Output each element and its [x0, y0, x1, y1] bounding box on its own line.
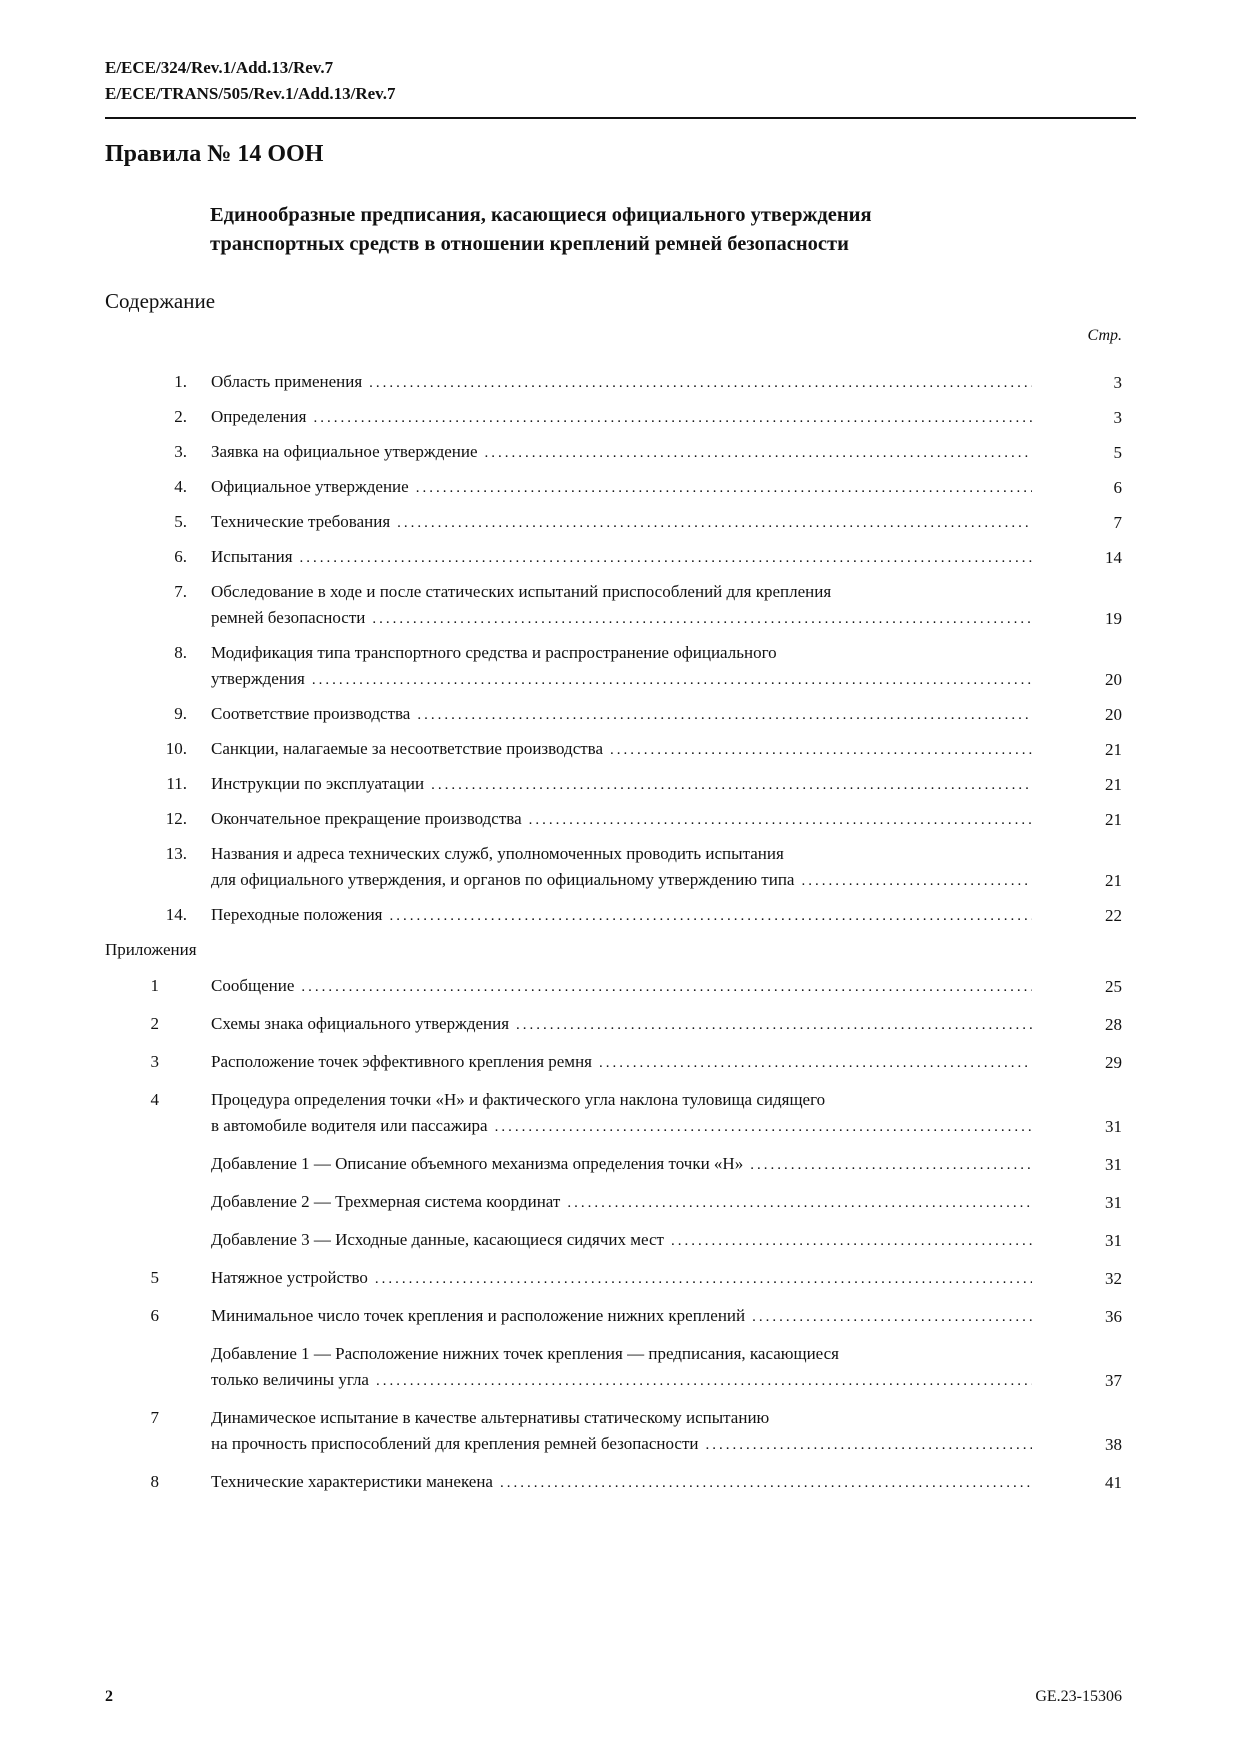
- footer-page-number: 2: [105, 1688, 113, 1705]
- dot-leader: [752, 1303, 1032, 1330]
- toc-entry-annex-4: [105, 1087, 1136, 1140]
- toc-entry-page: 22: [1105, 906, 1122, 925]
- toc-entry-number: 10.: [165, 739, 187, 758]
- annexes-heading: Приложения: [105, 940, 197, 959]
- dot-leader: [390, 902, 1033, 929]
- dot-leader: [495, 1113, 1032, 1140]
- toc-entry-annex-4-appendix-3: [105, 1227, 1136, 1254]
- toc-entry-page: 21: [1105, 740, 1122, 759]
- dot-leader: [610, 736, 1032, 763]
- footer-doc-code: GE.23-15306: [1035, 1688, 1122, 1705]
- toc-entry-title: Минимальное число точек крепления и расположение нижних креплений: [211, 1306, 746, 1325]
- toc-entry-annex-4-appendix-1: [105, 1151, 1136, 1178]
- toc-entry-page: 41: [1105, 1473, 1122, 1492]
- dot-leader: [300, 544, 1032, 571]
- toc-entry-page: 31: [1105, 1193, 1122, 1212]
- toc-entry-title-line-2: только величины угла: [211, 1370, 369, 1389]
- toc-entry-annex-6: [105, 1303, 1136, 1330]
- toc-entry-section-7: [105, 579, 1136, 632]
- toc-entry-number: 7: [150, 1408, 159, 1427]
- toc-entry-page: 31: [1105, 1231, 1122, 1250]
- toc-entry-title: Натяжное устройство: [211, 1268, 368, 1287]
- toc-entry-title: Технические характеристики манекена: [211, 1472, 493, 1491]
- toc-entry-number: 6: [150, 1306, 159, 1325]
- toc-entry-page: 28: [1105, 1015, 1122, 1034]
- toc-entry-number: 1: [150, 976, 159, 995]
- toc-entry-number: 6.: [174, 547, 187, 566]
- toc-entry-title: Заявка на официальное утверждение: [211, 442, 478, 461]
- toc-entry-number: 9.: [174, 704, 187, 723]
- toc-entry-page: 25: [1105, 977, 1122, 996]
- dot-leader: [705, 1431, 1032, 1458]
- toc-entry-section-12: [105, 806, 1136, 833]
- toc-entry-number: 7.: [174, 582, 187, 601]
- toc-entry-section-11: [105, 771, 1136, 798]
- toc-entry-title: Окончательное прекращение производства: [211, 809, 522, 828]
- document-header: [105, 55, 1136, 119]
- toc-entry-title: Испытания: [211, 547, 293, 566]
- header-rule: [105, 117, 1136, 119]
- doc-number-line-2: E/ECE/TRANS/505/Rev.1/Add.13/Rev.7: [105, 84, 396, 103]
- dot-leader: [599, 1049, 1032, 1076]
- toc-entry-section-8: [105, 640, 1136, 693]
- toc-entry-section-4: [105, 474, 1136, 501]
- toc-entry-section-5: [105, 509, 1136, 536]
- page-column-label: Стр.: [1087, 327, 1122, 344]
- dot-leader: [671, 1227, 1032, 1254]
- toc-entry-number: 8: [150, 1472, 159, 1491]
- toc-entry-title-line-2: в автомобиле водителя или пассажира: [211, 1116, 488, 1135]
- toc-entry-title: Сообщение: [211, 976, 295, 995]
- dot-leader: [372, 605, 1032, 632]
- toc-entry-page: 7: [1113, 513, 1122, 532]
- toc-entry-title: Инструкции по эксплуатации: [211, 774, 425, 793]
- dot-leader: [500, 1469, 1032, 1496]
- toc-entry-section-1: [105, 369, 1136, 396]
- dot-leader: [376, 1367, 1032, 1394]
- toc-entry-number: 2.: [174, 407, 187, 426]
- dot-leader: [567, 1189, 1032, 1216]
- dot-leader: [485, 439, 1032, 466]
- toc-entry-title-line-2: на прочность приспособлений для крепления ремней безопасности: [211, 1434, 699, 1453]
- toc-entry-number: 3.: [174, 442, 187, 461]
- toc-entry-page: 21: [1105, 871, 1122, 890]
- toc-entry-number: 4.: [174, 477, 187, 496]
- page-subtitle: Единообразные предписания, касающиеся официального утверждения транспортных средств в отношении креплений ремней безопасности: [210, 204, 872, 255]
- toc-entry-section-2: [105, 404, 1136, 431]
- dot-leader: [313, 404, 1032, 431]
- toc-entry-annex-3: [105, 1049, 1136, 1076]
- toc-entry-title: Официальное утверждение: [211, 477, 409, 496]
- toc-entry-page: 38: [1105, 1435, 1122, 1454]
- toc-entry-page: 5: [1113, 443, 1122, 462]
- toc-entry-title: Схемы знака официального утверждения: [211, 1014, 510, 1033]
- toc-entry-title: Добавление 2 — Трехмерная система координат: [211, 1192, 561, 1211]
- dot-leader: [312, 666, 1032, 693]
- toc-entry-title-line-1: Обследование в ходе и после статических испытаний приспособлений для крепления: [211, 582, 832, 601]
- toc-entry-annex-6-appendix-1: [105, 1341, 1136, 1394]
- toc-entry-section-9: [105, 701, 1136, 728]
- toc-entry-page: 36: [1105, 1307, 1122, 1326]
- toc-entry-section-3: [105, 439, 1136, 466]
- toc-entry-title-line-1: Процедура определения точки «Н» и фактического угла наклона туловища сидящего: [211, 1090, 826, 1109]
- dot-leader: [369, 369, 1032, 396]
- toc-entry-page: 31: [1105, 1155, 1122, 1174]
- toc-entry-number: 3: [150, 1052, 159, 1071]
- dot-leader: [529, 806, 1032, 833]
- toc-entry-title-line-2: для официального утверждения, и органов по официальному утверждению типа: [211, 870, 795, 889]
- toc-entry-title-line-1: Названия и адреса технических служб, уполномоченных проводить испытания: [211, 844, 784, 863]
- toc-entry-title: Соответствие производства: [211, 704, 411, 723]
- toc-entry-page: 31: [1105, 1117, 1122, 1136]
- page-footer: [105, 1688, 1136, 1706]
- dot-leader: [416, 474, 1032, 501]
- toc-entry-number: 12.: [165, 809, 187, 828]
- toc-entry-title-line-2: ремней безопасности: [211, 608, 366, 627]
- page-title: Правила № 14 ООН: [105, 141, 324, 167]
- toc-entry-title: Добавление 1 — Описание объемного механизма определения точки «Н»: [211, 1154, 744, 1173]
- toc-entry-section-6: [105, 544, 1136, 571]
- toc-entry-title: Добавление 3 — Исходные данные, касающиеся сидячих мест: [211, 1230, 664, 1249]
- toc-entry-number: 8.: [174, 643, 187, 662]
- dot-leader: [301, 973, 1032, 1000]
- toc-entry-page: 21: [1105, 775, 1122, 794]
- toc-entry-page: 32: [1105, 1269, 1122, 1288]
- toc-entry-annex-1: [105, 973, 1136, 1000]
- doc-number-line-1: E/ECE/324/Rev.1/Add.13/Rev.7: [105, 58, 334, 77]
- toc-entry-number: 5: [150, 1268, 159, 1287]
- toc-entry-page: 20: [1105, 705, 1122, 724]
- toc-entry-title: Санкции, налагаемые за несоответствие производства: [211, 739, 604, 758]
- toc-entry-number: 13.: [165, 844, 187, 863]
- toc-entry-section-14: [105, 902, 1136, 929]
- toc-entry-number: 11.: [166, 774, 187, 793]
- toc-entry-page: 29: [1105, 1053, 1122, 1072]
- toc-entry-annex-8: [105, 1469, 1136, 1496]
- toc-entry-title: Определения: [211, 407, 307, 426]
- dot-leader: [397, 509, 1032, 536]
- dot-leader: [801, 867, 1032, 894]
- dot-leader: [417, 701, 1032, 728]
- toc-entry-page: 21: [1105, 810, 1122, 829]
- toc-entry-section-13: [105, 841, 1136, 894]
- toc-entry-title-line-2: утверждения: [211, 669, 305, 688]
- dot-leader: [750, 1151, 1032, 1178]
- annex-list: [105, 973, 1136, 1496]
- toc-entry-number: 4: [150, 1090, 159, 1109]
- toc-entry-number: 2: [150, 1014, 159, 1033]
- toc-entry-title-line-1: Добавление 1 — Расположение нижних точек крепления — предписания, касающиеся: [211, 1344, 839, 1363]
- toc-entry-title-line-1: Динамическое испытание в качестве альтернативы статическому испытанию: [211, 1408, 770, 1427]
- toc-entry-title-line-1: Модификация типа транспортного средства и распространение официального: [211, 643, 777, 662]
- dot-leader: [431, 771, 1032, 798]
- dot-leader: [516, 1011, 1032, 1038]
- toc-entry-page: 19: [1105, 609, 1122, 628]
- toc-entry-title: Переходные положения: [211, 905, 383, 924]
- contents-heading: Содержание: [105, 289, 216, 313]
- table-of-contents: [105, 369, 1136, 1496]
- toc-entry-page: 20: [1105, 670, 1122, 689]
- toc-entry-annex-7: [105, 1405, 1136, 1458]
- toc-entry-annex-2: [105, 1011, 1136, 1038]
- toc-entry-number: 14.: [165, 905, 187, 924]
- toc-entry-title: Область применения: [211, 372, 363, 391]
- toc-entry-section-10: [105, 736, 1136, 763]
- toc-entry-page: 37: [1105, 1371, 1122, 1390]
- toc-entry-number: 5.: [174, 512, 187, 531]
- toc-entry-annex-5: [105, 1265, 1136, 1292]
- toc-entry-page: 6: [1113, 478, 1122, 497]
- dot-leader: [375, 1265, 1032, 1292]
- toc-entry-title: Технические требования: [211, 512, 391, 531]
- toc-entry-page: 3: [1113, 408, 1122, 427]
- toc-entry-number: 1.: [174, 372, 187, 391]
- toc-entry-annex-4-appendix-2: [105, 1189, 1136, 1216]
- toc-entry-page: 14: [1105, 548, 1122, 567]
- toc-entry-title: Расположение точек эффективного крепления ремня: [211, 1052, 592, 1071]
- toc-entry-page: 3: [1113, 373, 1122, 392]
